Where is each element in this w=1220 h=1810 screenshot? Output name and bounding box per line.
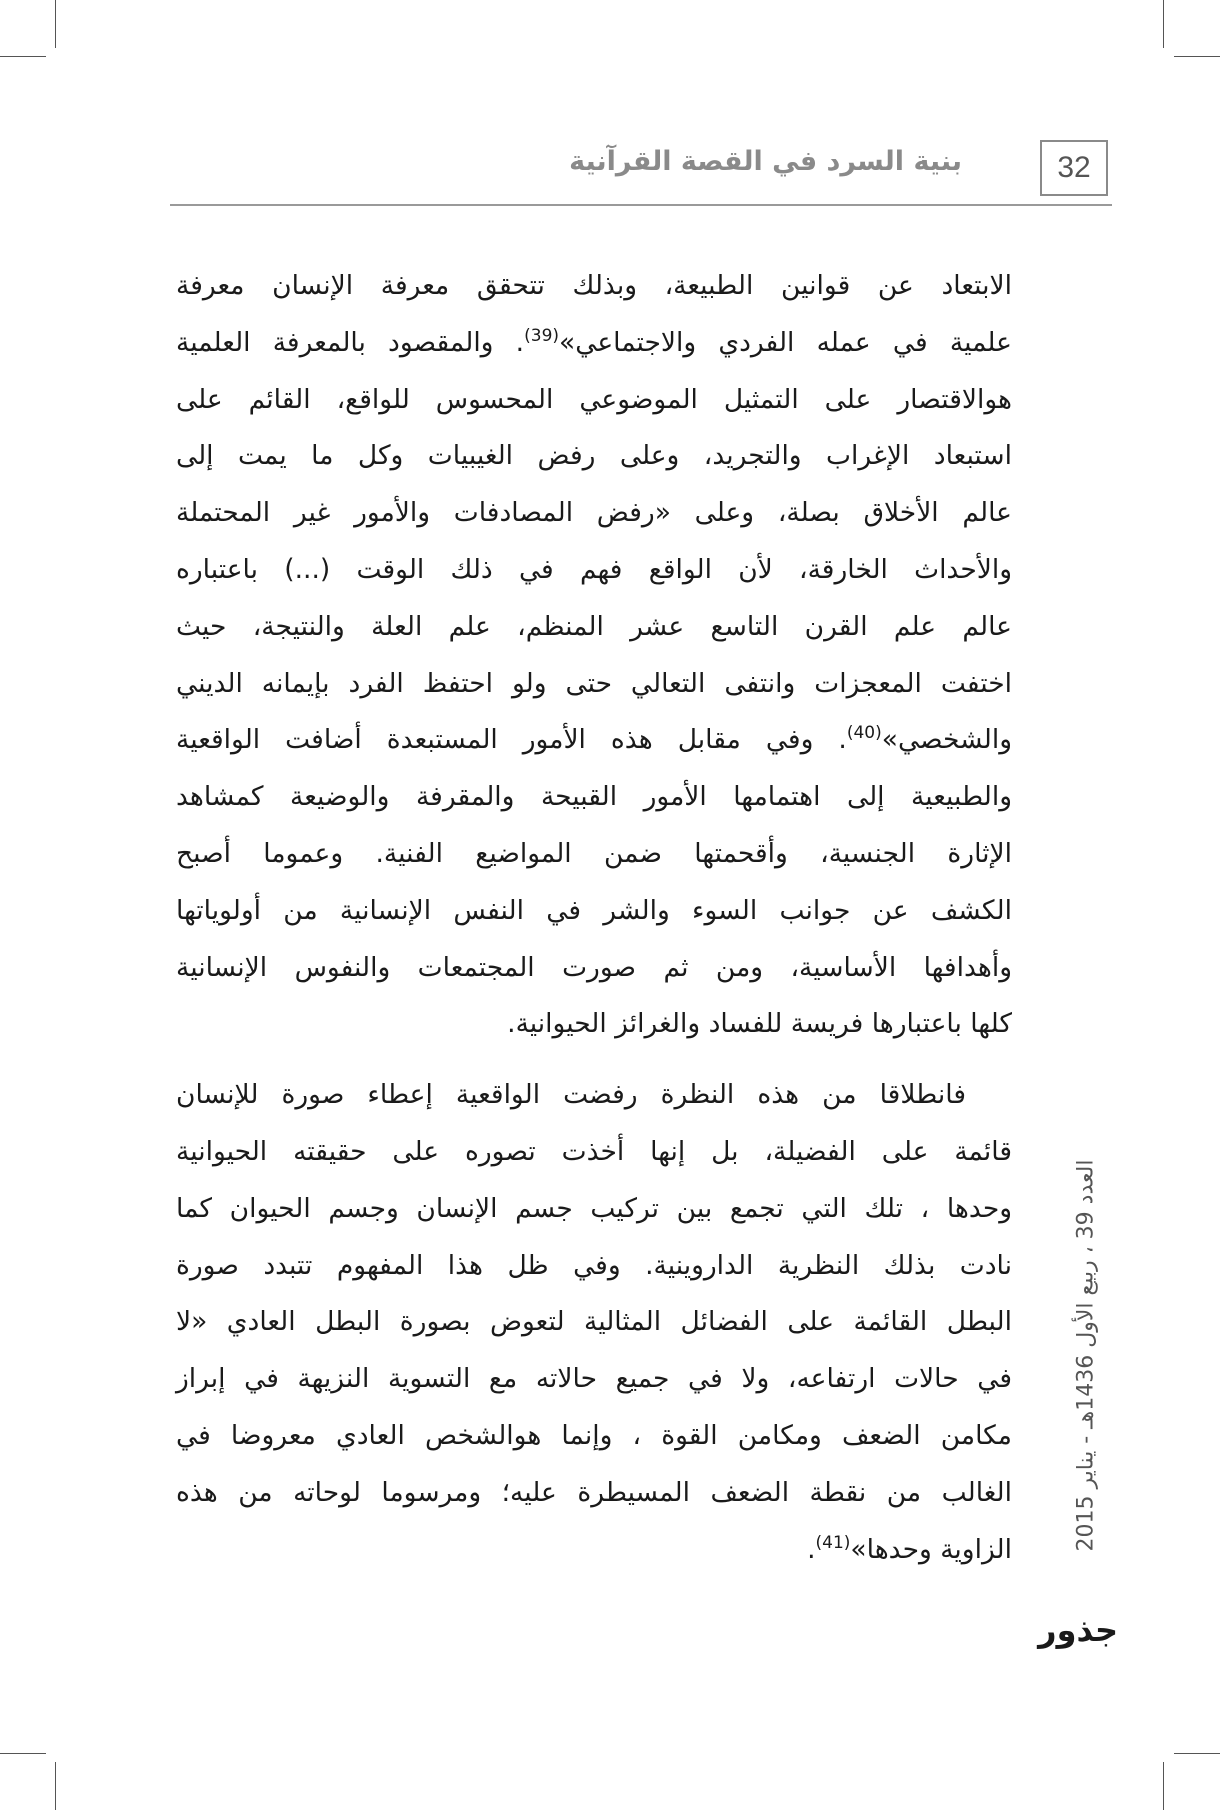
text-line: والأحداث الخارقة، لأن الواقع فهم في ذلك الوقت (...) باعتباره <box>176 553 1012 585</box>
body-text <box>176 258 1012 1578</box>
text-line: استبعاد الإغراب والتجريد، وعلى رفض الغيبيات وكل ما يمت إلى <box>176 440 1012 472</box>
text-line: الإثارة الجنسية، وأقحمتها ضمن المواضيع الفنية. وعموما أصبح <box>176 837 1012 869</box>
text-line: نادت بذلك النظرية الداروينية. وفي ظل هذا المفهوم تتبدد صورة <box>176 1249 1012 1281</box>
crop-mark <box>0 1753 46 1754</box>
text-line: مكامن الضعف ومكامن القوة ، وإنما هوالشخص العادي معروضا في <box>176 1419 1012 1451</box>
text-line: عالم الأخلاق بصلة، وعلى «رفض المصادفات والأمور غير المحتملة <box>176 497 1012 529</box>
text-line: والشخصي»$^{(40)}$. وفي مقابل هذه الأمور المستبعدة أضافت الواقعية <box>176 723 1012 756</box>
crop-mark <box>1174 56 1220 57</box>
crop-mark <box>1163 0 1164 48</box>
text-line: وحدها ، تلك التي تجمع بين تركيب جسم الإنسان وجسم الحيوان كما <box>176 1192 1012 1224</box>
crop-mark <box>0 56 46 57</box>
page-header <box>170 140 1112 206</box>
text-line: هوالاقتصار على التمثيل الموضوعي المحسوس للواقع، القائم على <box>176 383 1012 415</box>
page-number: 32 <box>1040 140 1108 196</box>
text-line: عالم علم القرن التاسع عشر المنظم، علم العلة والنتيجة، حيث <box>176 610 1012 642</box>
crop-mark <box>1163 1762 1164 1810</box>
text-line: الابتعاد عن قوانين الطبيعة، وبذلك تتحقق معرفة الإنسان معرفة <box>176 270 1012 301</box>
text-line: في حالات ارتفاعه، ولا في جميع حالاته مع التسوية النزيهة في إبراز <box>176 1363 1012 1395</box>
text-line: قائمة على الفضيلة، بل إنها أخذت تصوره على حقيقته الحيوانية <box>176 1135 1012 1167</box>
text-line: الكشف عن جوانب السوء والشر في النفس الإنسانية من أولوياتها <box>176 894 1012 926</box>
crop-mark <box>1174 1753 1220 1754</box>
running-title: بنية السرد في القصة القرآنية <box>569 146 962 177</box>
text-line: البطل القائمة على الفضائل المثالية لتعوض بصورة البطل العادي «لا <box>176 1306 1012 1338</box>
text-line: الغالب من نقطة الضعف المسيطرة عليه؛ ومرسوما لوحاته من هذه <box>176 1476 1012 1508</box>
journal-logo: جذور <box>1038 1611 1118 1649</box>
text-line: اختفت المعجزات وانتفى التعالي حتى ولو احتفظ الفرد بإيمانه الديني <box>176 667 1012 699</box>
text-line: وأهدافها الأساسية، ومن ثم صورت المجتمعات والنفوس الإنسانية <box>176 951 1012 983</box>
issue-info-text: العدد 39 ، ربيع الأول 1436هـ - يناير 2015 <box>1073 1159 1099 1551</box>
issue-info <box>1066 1110 1106 1600</box>
paragraph-1 <box>176 258 1012 1053</box>
text-line: كلها باعتبارها فريسة للفساد والغرائز الحيوانية. <box>507 1008 1012 1040</box>
text-line: والطبيعية إلى اهتمامها الأمور القبيحة والمقرفة والوضيعة كمشاهد <box>176 781 1012 813</box>
footnote-ref: (39) <box>524 325 560 346</box>
paragraph-2 <box>176 1067 1012 1578</box>
crop-mark <box>55 1762 56 1810</box>
text-line: فانطلاقا من هذه النظرة رفضت الواقعية إعطاء صورة للإنسان <box>176 1079 966 1111</box>
text-line: الزاوية وحدها»$^{(41)}$. <box>807 1532 1012 1565</box>
footnote-ref: (40) <box>846 723 882 744</box>
crop-mark <box>55 0 56 48</box>
text-line: علمية في عمله الفردي والاجتماعي»$^{(39)}$. والمقصود بالمعرفة العلمية <box>176 325 1012 358</box>
footnote-ref: (41) <box>815 1532 851 1553</box>
